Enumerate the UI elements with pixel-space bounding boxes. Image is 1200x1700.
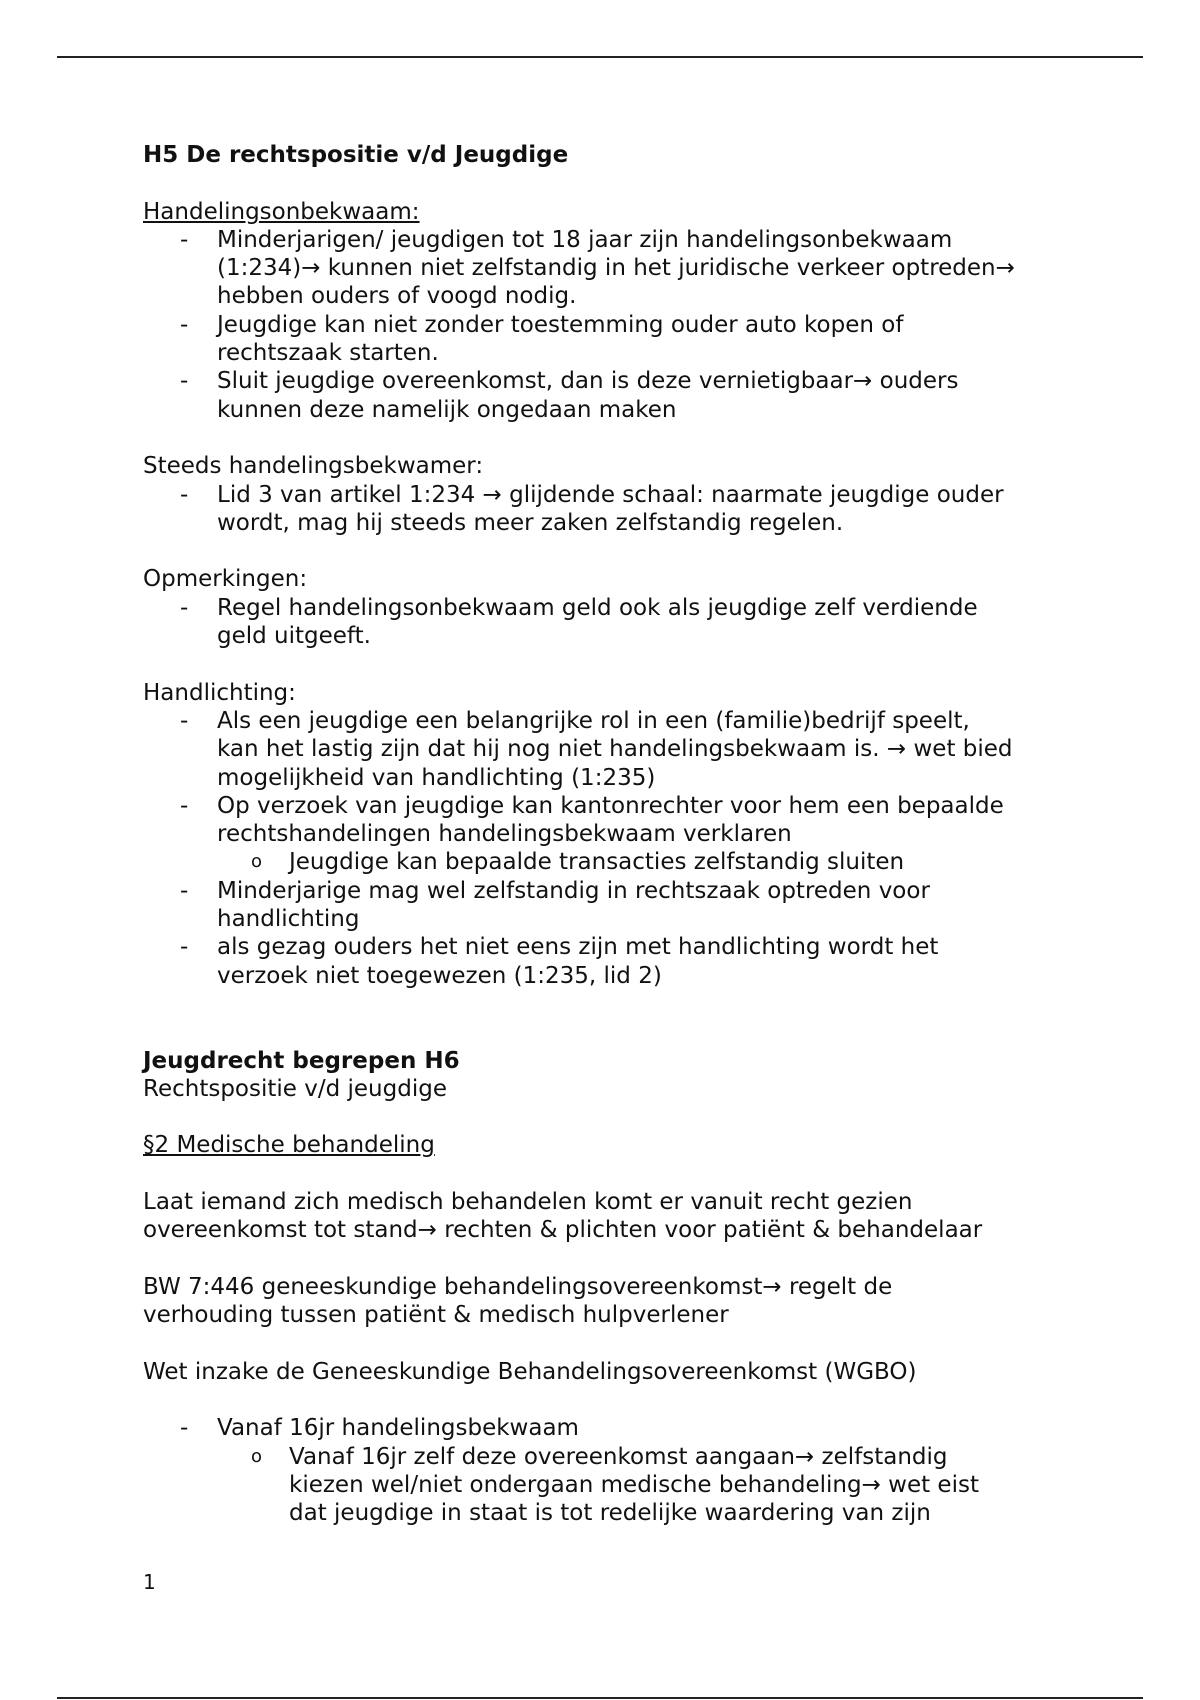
dash-bullet: -	[180, 877, 189, 904]
paragraph: BW 7:446 geneeskundige behandelingsovereenkomst→ regelt de verhouding tussen patiënt & medisch hulpverlener	[143, 1273, 893, 1329]
section-heading: §2 Medische behandeling	[143, 1132, 435, 1159]
paragraph: Wet inzake de Geneeskundige Behandelingsovereenkomst (WGBO)	[143, 1358, 917, 1385]
h6-subtitle: Rechtspositie v/d jeugdige	[143, 1075, 447, 1102]
dash-bullet: -	[180, 368, 189, 395]
dash-bullet: -	[180, 594, 189, 621]
dash-bullet: -	[180, 934, 189, 961]
list-item: - Vanaf 16jr handelingsbekwaam	[180, 1415, 579, 1442]
list-item: - Als een jeugdige een belangrijke rol in een (familie)bedrijf speelt, kan het lastig zijn dat hij nog niet handelingsbekwaam is. → wet bied mogelijkheid van handlichting (1:235)	[180, 707, 1013, 791]
dash-bullet: -	[180, 481, 189, 508]
list-item: - Sluit jeugdige overeenkomst, dan is deze vernietigbaar→ ouders kunnen deze namelijk ongedaan maken	[180, 368, 959, 423]
dash-bullet: -	[180, 311, 189, 338]
document-body	[143, 141, 1103, 1528]
paragraph: Laat iemand zich medisch behandelen komt er vanuit recht gezien overeenkomst tot stand→ rechten & plichten voor patiënt & behandelaar	[143, 1188, 983, 1244]
list-item: - Minderjarigen/ jeugdigen tot 18 jaar zijn handelingsonbekwaam (1:234)→ kunnen niet zelfstandig in het juridische verkeer optreden→ hebben ouders of voogd nodig.	[180, 226, 1015, 310]
circle-bullet: o	[251, 1445, 263, 1467]
list-item: - als gezag ouders het niet eens zijn met handlichting wordt het verzoek niet toegewezen (1:235, lid 2)	[180, 934, 939, 989]
footer-rule	[57, 1697, 1143, 1699]
sub-list-item: o Jeugdige kan bepaalde transacties zelfstandig sluiten	[251, 849, 905, 876]
handlichting-heading: Handlichting:	[143, 679, 296, 706]
opmerkingen-heading: Opmerkingen:	[143, 566, 308, 593]
handelingsonbekwaam-heading: Handelingsonbekwaam:	[143, 198, 420, 225]
dash-bullet: -	[180, 1415, 189, 1442]
list-item: - Minderjarige mag wel zelfstandig in rechtszaak optreden voor handlichting	[180, 877, 930, 933]
sub-list-item: o Vanaf 16jr zelf deze overeenkomst aangaan→ zelfstandig kiezen wel/niet ondergaan medische behandeling→ wet eist dat jeugdige in staat is tot redelijke waardering van zijn	[251, 1443, 979, 1527]
header-rule	[57, 56, 1143, 58]
circle-bullet: o	[251, 851, 263, 873]
steeds-heading: Steeds handelingsbekwamer:	[143, 453, 484, 480]
dash-bullet: -	[180, 226, 189, 253]
h5-title: H5 De rechtspositie v/d Jeugdige	[143, 142, 569, 168]
list-item: - Lid 3 van artikel 1:234 → glijdende schaal: naarmate jeugdige ouder wordt, mag hij steeds meer zaken zelfstandig regelen.	[180, 481, 1004, 536]
dash-bullet: -	[180, 707, 189, 734]
list-item: - Regel handelingsonbekwaam geld ook als jeugdige zelf verdiende geld uitgeeft.	[180, 594, 978, 650]
page-number: 1	[143, 1570, 156, 1594]
h6-title: Jeugdrecht begrepen H6	[143, 1047, 460, 1074]
dash-bullet: -	[180, 792, 189, 819]
list-item: - Jeugdige kan niet zonder toestemming ouder auto kopen of rechtszaak starten.	[180, 311, 904, 367]
list-item: - Op verzoek van jeugdige kan kantonrechter voor hem een bepaalde rechtshandelingen handelingsbekwaam verklaren	[180, 792, 1004, 848]
